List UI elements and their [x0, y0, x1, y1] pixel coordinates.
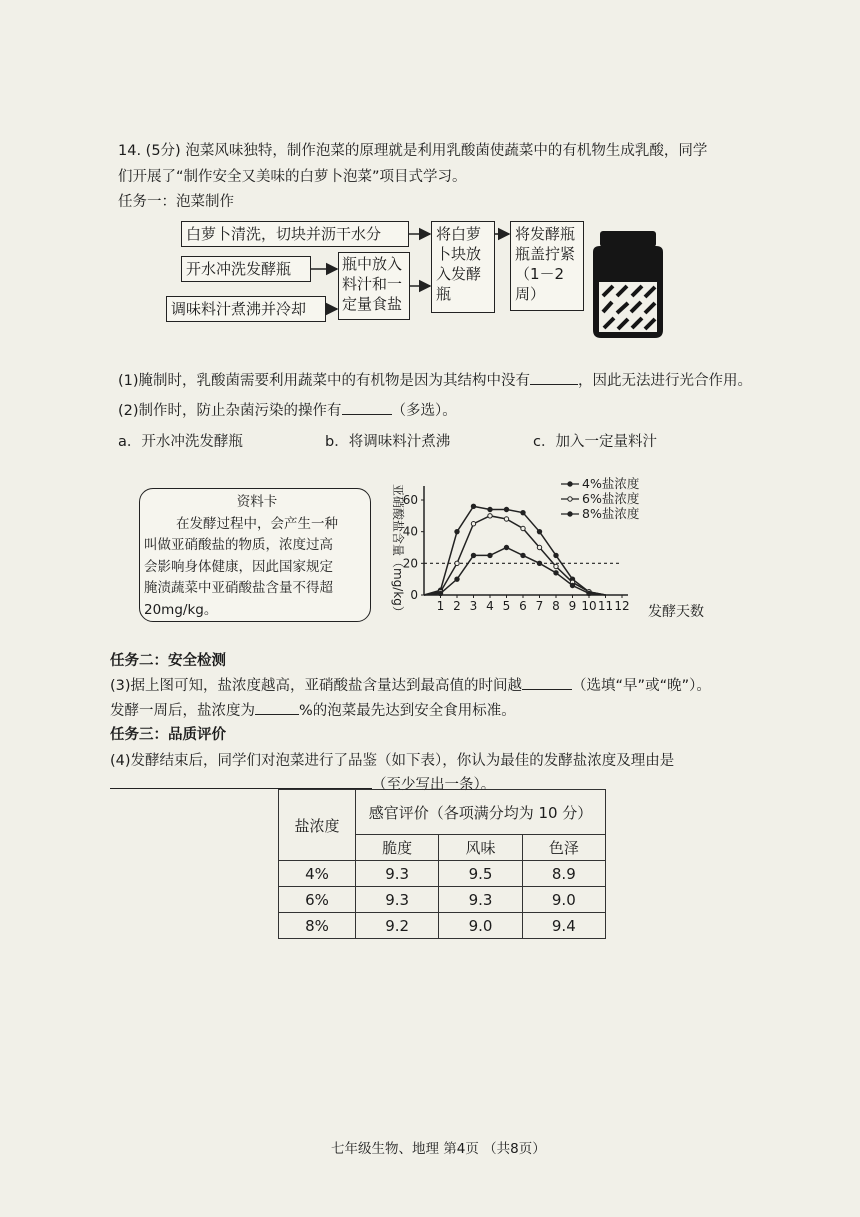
x-tick-label: 4 [486, 599, 494, 613]
data-point [521, 553, 525, 557]
x-tick-label: 10 [581, 599, 597, 613]
table-row [279, 887, 606, 913]
table-subheader: 风味 [439, 835, 522, 861]
question-4-line1: (4)发酵结束后，同学们对泡菜进行了品鉴（如下表），你认为最佳的发酵盐浓度及理由是 [110, 753, 675, 769]
table-cell: 9.0 [439, 913, 522, 939]
page-footer: 七年级生物、地理 第4页 （共8页） [331, 1141, 546, 1157]
table-cell: 8.9 [522, 861, 605, 887]
q1-answer-blank[interactable] [530, 384, 578, 385]
x-tick-label: 2 [453, 599, 461, 613]
table-header-salt: 盐浓度 [279, 790, 356, 861]
q2-text-pre: (2)制作时，防止杂菌污染的操作有 [118, 403, 342, 419]
info-card-line: 20mg/kg。 [144, 601, 218, 618]
task-one-heading: 任务一：泡菜制作 [118, 194, 234, 210]
data-point [554, 571, 558, 575]
question-14-line1: 14. (5分) 泡菜风味独特，制作泡菜的原理就是利用乳酸菌使蔬菜中的有机物生成乳酸，同学 [118, 143, 708, 159]
q4-text-post: （至少写出一条）。 [372, 777, 496, 793]
pickle-jar-illustration [593, 231, 663, 338]
data-point [537, 529, 541, 533]
q3-text-post: （选填“早”或“晚”）。 [572, 678, 711, 694]
data-point [554, 553, 558, 557]
task-two-heading: 任务二：安全检测 [110, 653, 226, 669]
info-card-line: 腌渍蔬菜中亚硝酸盐含量不得超 [144, 580, 333, 596]
flow-e-line: 瓶 [436, 285, 452, 303]
chart-legend [561, 476, 640, 521]
q3-answer-blank-1[interactable] [522, 689, 572, 690]
flowchart-arrows [0, 0, 860, 360]
x-tick-label: 11 [597, 599, 614, 613]
question-2 [118, 399, 457, 420]
q1-text-post: ，因此无法进行光合作用。 [578, 373, 753, 389]
question-3-line2 [110, 699, 516, 720]
table-row-label: 4% [279, 861, 356, 887]
data-point [471, 504, 475, 508]
flow-f-line: 将发酵瓶 [515, 225, 576, 243]
flow-step-wash-radish: 白萝卜清洗，切块并沥干水分 [181, 221, 409, 247]
question-1 [118, 369, 752, 390]
data-point [471, 522, 475, 526]
table-cell: 9.3 [356, 861, 439, 887]
flow-e-line: 将白萝 [436, 225, 482, 243]
table-cell: 9.0 [522, 887, 605, 913]
legend-marker [568, 512, 572, 516]
data-point [488, 514, 492, 518]
data-point [554, 564, 558, 568]
q2-option-c: c．加入一定量料汁 [533, 434, 657, 450]
flow-step-boil-sauce: 调味料汁煮沸并冷却 [166, 296, 326, 322]
flow-f-line: （1－2 [515, 265, 565, 283]
data-point [438, 591, 442, 595]
x-tick-label: 3 [469, 599, 478, 613]
info-card-line: 会影响身体健康，因此国家规定 [144, 558, 333, 575]
q2-answer-blank[interactable] [342, 414, 392, 415]
question-14-line2: 们开展了“制作安全又美味的白萝卜泡菜”项目式学习。 [118, 169, 467, 185]
data-point [587, 591, 591, 595]
q1-text-pre: (1)腌制时，乳酸菌需要利用蔬菜中的有机物是因为其结构中没有 [118, 373, 531, 389]
q2-text-post: （多选）。 [391, 403, 457, 419]
q3-text-pre: (3)据上图可知，盐浓度越高，亚硝酸盐含量达到最高值的时间越 [110, 678, 523, 694]
flow-step-rinse-jar: 开水冲洗发酵瓶 [181, 256, 311, 282]
info-card-title: 资料卡 [236, 494, 278, 510]
table-cell: 9.2 [356, 913, 439, 939]
y-tick-label: 0 [410, 588, 418, 602]
question-3-line1 [110, 674, 711, 695]
sensory-evaluation-table [278, 789, 606, 939]
info-card-line: 叫做亚硝酸盐的物质，浓度过高 [144, 537, 333, 553]
data-point [488, 507, 492, 511]
data-point [504, 545, 508, 549]
data-point [455, 561, 459, 565]
y-tick-label: 60 [402, 493, 418, 507]
flow-d-line: 瓶中放入 [342, 255, 403, 273]
flow-e-line: 卜块放 [436, 245, 482, 263]
x-axis-label: 发酵天数 [648, 604, 704, 620]
x-tick-label: 9 [568, 599, 577, 613]
table-subheader: 脆度 [356, 835, 439, 861]
table-cell: 9.4 [522, 913, 605, 939]
table-row-label: 6% [279, 887, 356, 913]
flow-f-line: 周） [515, 285, 546, 303]
legend-label: 4%盐浓度 [582, 476, 640, 491]
table-row [279, 861, 606, 887]
table-row-label: 8% [279, 913, 356, 939]
data-point [570, 583, 574, 587]
chart-series [424, 504, 606, 595]
nitrite-line-chart [376, 470, 716, 630]
data-point [455, 577, 459, 581]
y-tick-label: 20 [402, 556, 418, 571]
legend-marker [568, 497, 572, 501]
x-tick-label: 7 [535, 599, 544, 613]
info-card [139, 488, 371, 622]
x-tick-label: 1 [436, 599, 445, 613]
data-point [537, 545, 541, 549]
y-tick-label: 40 [402, 524, 418, 539]
x-tick-label: 6 [519, 599, 527, 613]
q2-option-a: a．开水冲洗发酵瓶 [118, 434, 243, 450]
x-tick-label: 12 [614, 599, 630, 613]
task-three-heading: 任务三：品质评价 [110, 727, 226, 743]
data-point [521, 510, 525, 514]
data-point [521, 526, 525, 530]
legend-marker [568, 482, 572, 486]
q2-option-b: b．将调味料汁煮沸 [325, 434, 451, 450]
data-point [488, 553, 492, 557]
flow-f-line: 瓶盖拧紧 [515, 245, 576, 263]
table-header-group: 感官评价（各项满分均为 10 分） [356, 790, 606, 835]
data-point [471, 553, 475, 557]
x-tick-label: 8 [552, 599, 560, 613]
data-point [504, 507, 508, 511]
flow-d-line: 定量食盐 [342, 295, 403, 313]
flow-e-line: 入发酵 [436, 265, 482, 283]
data-point [504, 517, 508, 521]
q3-answer-blank-2[interactable] [255, 714, 299, 715]
flow-d-line: 料汁和一 [342, 275, 403, 293]
data-point [455, 529, 459, 533]
info-card-line: 在发酵过程中，会产生一种 [176, 515, 338, 532]
legend-label: 6%盐浓度 [582, 491, 640, 506]
legend-label: 8%盐浓度 [582, 506, 640, 521]
x-tick-label: 5 [502, 599, 511, 613]
table-subheader: 色泽 [522, 835, 605, 861]
y-axis-label: 亚硝酸盐含量（mg/kg） [391, 484, 405, 618]
table-row [279, 913, 606, 939]
table-cell: 9.5 [439, 861, 522, 887]
table-cell: 9.3 [439, 887, 522, 913]
q3-l2-pre: 发酵一周后，盐浓度为 [110, 703, 255, 719]
table-cell: 9.3 [356, 887, 439, 913]
data-point [537, 561, 541, 565]
q3-l2-post: %的泡菜最先达到安全食用标准。 [299, 703, 516, 719]
